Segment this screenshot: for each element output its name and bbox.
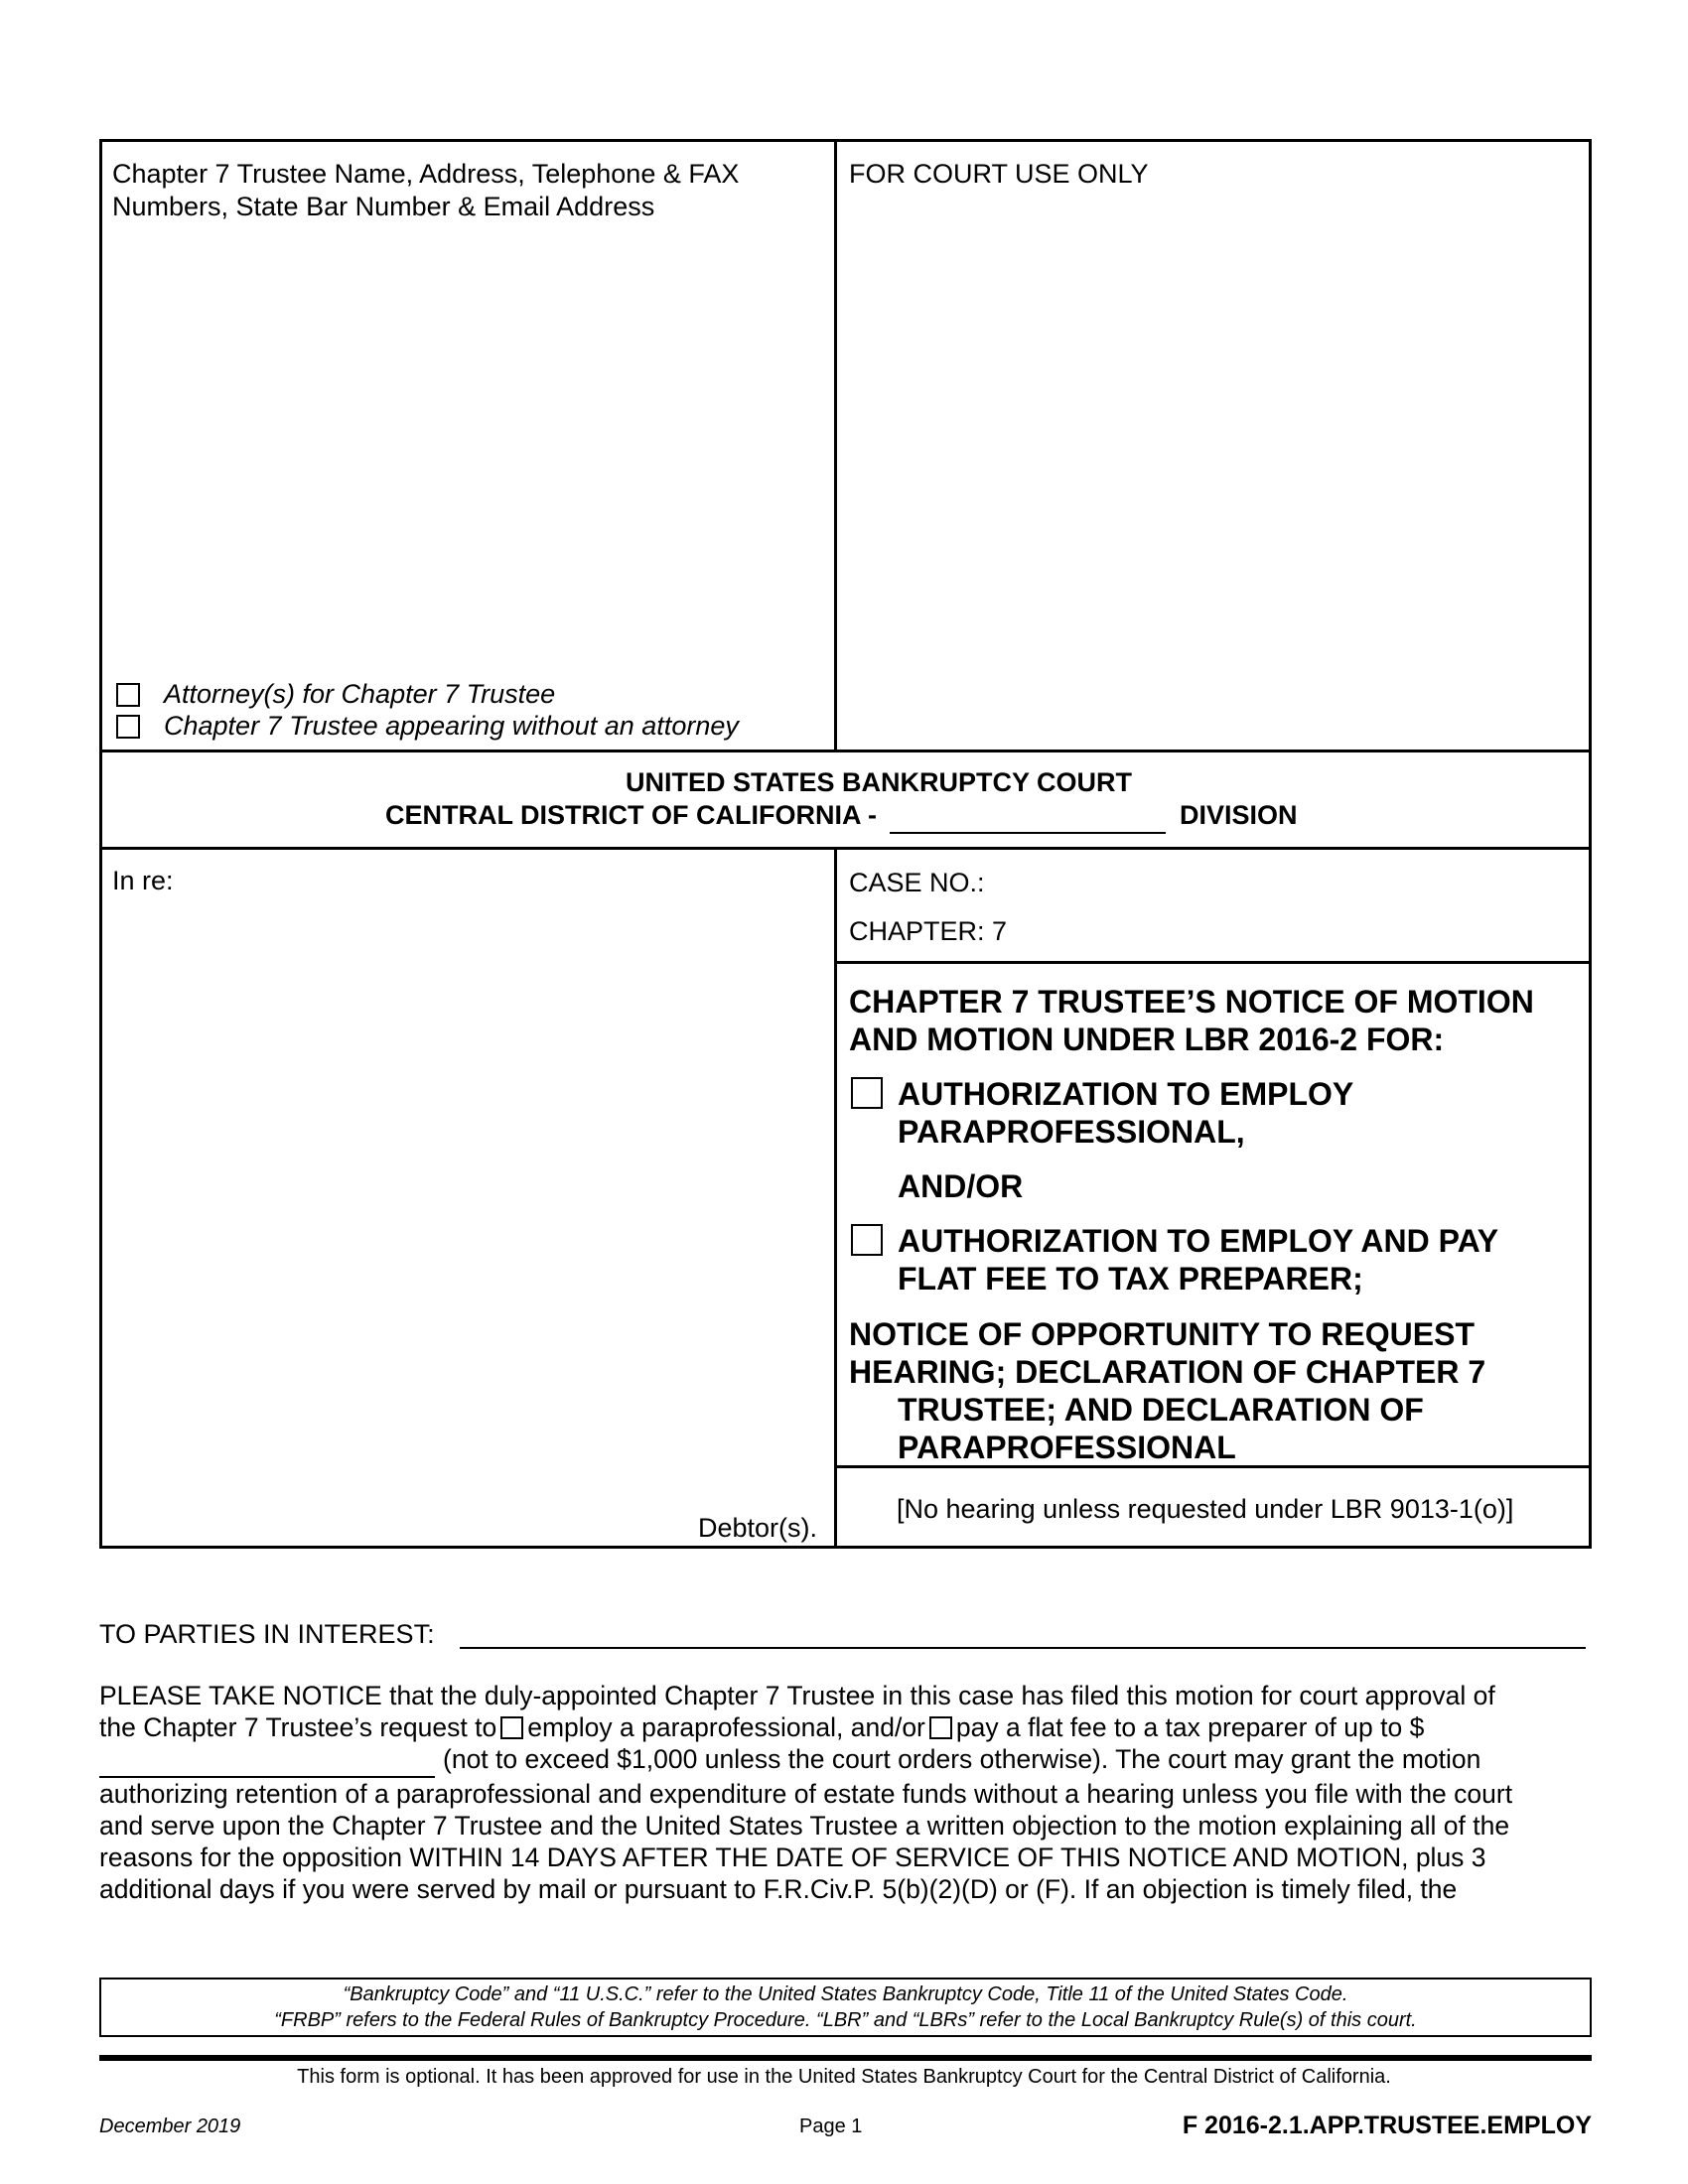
option1-line2: PARAPROFESSIONAL,	[898, 1114, 1245, 1150]
court-division-line	[385, 799, 1298, 834]
to-parties-label: TO PARTIES IN INTEREST:	[99, 1619, 435, 1649]
form-id: F 2016-2.1.APP.TRUSTEE.EMPLOY	[1182, 2112, 1592, 2139]
no-attorney-option-label: Chapter 7 Trustee appearing without an attorney	[164, 711, 739, 741]
notice-title-line2: HEARING; DECLARATION OF CHAPTER 7	[849, 1354, 1486, 1390]
filer-block-label: Chapter 7 Trustee Name, Address, Telephone & FAX Numbers, State Bar Number & Email Address	[112, 159, 740, 221]
andor-label: AND/OR	[898, 1168, 1024, 1204]
notice-line4: authorizing retention of a paraprofessional and expenditure of estate funds without a hearing unless you file with the court	[99, 1778, 1513, 1809]
chapter-label: CHAPTER: 7	[849, 916, 1008, 946]
notice-line1: PLEASE TAKE NOTICE that the duly-appointed Chapter 7 Trustee in this case has filed this motion for court approval of	[99, 1681, 1495, 1710]
attorney-option-label: Attorney(s) for Chapter 7 Trustee	[164, 679, 556, 709]
notice-line3	[99, 1743, 1594, 1777]
employ-paraprofessional-inline-checkbox[interactable]	[500, 1716, 523, 1739]
caption-divider-top	[834, 139, 837, 752]
notice-line7: additional days if you were served by mail or pursuant to F.R.Civ.P. 5(b)(2)(D) or (F). If an objection is timely filed, the	[99, 1874, 1458, 1905]
case-no-label: CASE NO.:	[849, 868, 985, 897]
notice-line3-text: (not to exceed $1,000 unless the court orders otherwise). The court may grant the motion	[443, 1744, 1481, 1775]
caption-line-party	[99, 847, 1592, 850]
fee-amount-blank[interactable]	[99, 1743, 435, 1777]
flat-fee-inline-checkbox[interactable]	[929, 1716, 952, 1739]
footer-rule	[99, 2055, 1592, 2061]
page-number: Page 1	[799, 2116, 863, 2137]
notice-title-line4: PARAPROFESSIONAL	[898, 1430, 1236, 1465]
option2-line1: AUTHORIZATION TO EMPLOY AND PAY	[898, 1223, 1499, 1259]
notice-title-line3: TRUSTEE; AND DECLARATION OF	[898, 1392, 1424, 1428]
to-parties-blank[interactable]	[460, 1647, 1586, 1649]
definitions-line2: “FRBP” refers to the Federal Rules of Bankruptcy Procedure. “LBR” and “LBRs” refer to the Local Bankruptcy Rule(s) of this court.	[274, 2009, 1417, 2031]
notice-line2-a: the Chapter 7 Trustee’s request to	[99, 1712, 497, 1743]
notice-title-line1: NOTICE OF OPPORTUNITY TO REQUEST	[849, 1316, 1475, 1352]
court-name-line2-suffix: DIVISION	[1180, 800, 1298, 830]
debtor-label: Debtor(s).	[698, 1513, 818, 1543]
title-line1: CHAPTER 7 TRUSTEE’S NOTICE OF MOTION	[849, 984, 1534, 1020]
caption-line-court	[99, 750, 1592, 752]
definitions-line1: “Bankruptcy Code” and “11 U.S.C.” refer to the United States Bankruptcy Code, Title 11 of the United States Code.	[343, 1983, 1348, 2005]
no-attorney-checkbox[interactable]	[116, 715, 140, 739]
attorney-checkbox[interactable]	[116, 683, 140, 707]
form-date: December 2019	[99, 2116, 241, 2137]
notice-line2	[99, 1711, 1594, 1743]
tax-preparer-checkbox[interactable]	[851, 1224, 883, 1256]
notice-line2-b: employ a paraprofessional, and/or	[527, 1712, 925, 1743]
definitions-box	[99, 1978, 1592, 2037]
court-name-line1: UNITED STATES BANKRUPTCY COURT	[625, 767, 1132, 797]
option2-line2: FLAT FEE TO TAX PREPARER;	[898, 1261, 1363, 1297]
notice-line6: reasons for the opposition WITHIN 14 DAYS AFTER THE DATE OF SERVICE OF THIS NOTICE AND MOTION, plus 3	[99, 1843, 1486, 1873]
case-info-line	[834, 961, 1592, 964]
hearing-note: [No hearing unless requested under LBR 9013-1(o)]	[897, 1494, 1514, 1524]
notice-paragraph	[99, 1680, 1594, 1905]
option1-line1: AUTHORIZATION TO EMPLOY	[898, 1076, 1354, 1112]
division-blank[interactable]	[890, 799, 1166, 834]
notice-line5: and serve upon the Chapter 7 Trustee and the United States Trustee a written objection to the motion explaining all of the	[99, 1810, 1510, 1841]
caption-divider-bottom	[834, 847, 837, 1549]
title-line2: AND MOTION UNDER LBR 2016-2 FOR:	[849, 1022, 1445, 1057]
approval-note: This form is optional. It has been approved for use in the United States Bankruptcy Court for the Central District of California.	[297, 2066, 1391, 2088]
in-re-label: In re:	[112, 866, 174, 895]
court-use-label: FOR COURT USE ONLY	[849, 159, 1149, 189]
notice-line2-c: pay a flat fee to a tax preparer of up to $	[955, 1712, 1425, 1743]
court-name-line2-prefix: CENTRAL DISTRICT OF CALIFORNIA -	[385, 800, 877, 830]
employ-paraprofessional-checkbox[interactable]	[851, 1077, 883, 1109]
